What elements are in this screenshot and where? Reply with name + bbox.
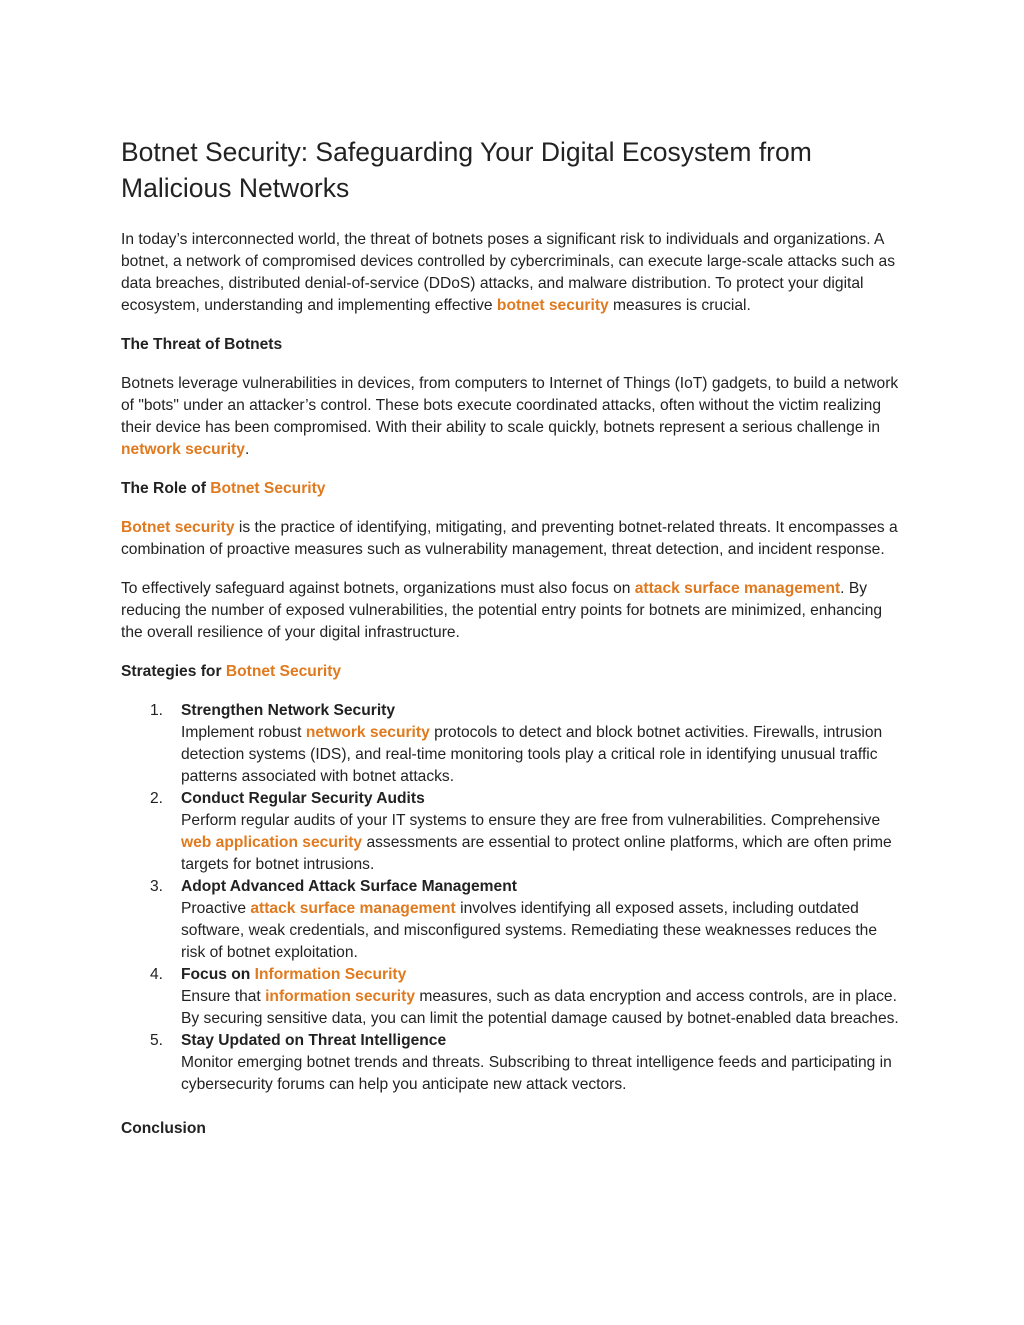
- threat-text: Botnets leverage vulnerabilities in devices, from computers to Internet of Things (IoT) gadgets, to build a network of "bots" under an attacker’s control. These bots execute coordinated attacks, often without the victim realizing their device has been compromised. With their ability to scale quickly, botnets represent a serious challenge in: [121, 375, 899, 436]
- list-item-text: Monitor emerging botnet trends and threats. Subscribing to threat intelligence feeds and participating in cybersecurity forums can help you anticipate new attack vectors.: [181, 1054, 892, 1093]
- network-security-link[interactable]: network security: [305, 724, 430, 741]
- list-item-text: Proactive: [181, 900, 251, 917]
- list-item-text-end: measures, such as data encryption and access controls, are in place. By securing sensitive data, you can limit the potential damage caused by botnet-enabled data breaches.: [181, 988, 899, 1027]
- strategies-list: [121, 700, 905, 1096]
- list-number: 5.: [150, 1032, 164, 1049]
- role-heading-prefix: The Role of: [121, 480, 211, 497]
- document-page: [121, 134, 905, 1157]
- list-item-text: Ensure that: [181, 988, 266, 1005]
- intro-text: In today’s interconnected world, the threat of botnets poses a significant risk to individuals and organizations. A botnet, a network of compromised devices controlled by cybercriminals, can execute large-scale attacks such as data breaches, distributed denial-of-service (DDoS) attacks, and malware distribution. To protect your digital ecosystem, understanding and implementing effective: [121, 231, 895, 314]
- list-item-title: Stay Updated on Threat Intelligence: [181, 1032, 447, 1049]
- role-heading-link[interactable]: Botnet Security: [210, 480, 326, 497]
- list-item: [121, 700, 905, 788]
- list-item-text: Perform regular audits of your IT systems to ensure they are free from vulnerabilities. Comprehensive: [181, 812, 881, 829]
- list-item: [121, 876, 905, 964]
- list-item-text: Implement robust: [181, 724, 306, 741]
- list-number: 1.: [150, 702, 164, 719]
- list-number: 3.: [150, 878, 164, 895]
- threat-heading: The Threat of Botnets: [121, 336, 283, 353]
- page-title: Botnet Security: Safeguarding Your Digital Ecosystem from Malicious Networks: [121, 137, 812, 203]
- strategies-heading-prefix: Strategies for: [121, 663, 226, 680]
- botnet-security-definition-link[interactable]: Botnet security: [121, 519, 235, 536]
- role-paragraph-1: [121, 517, 905, 561]
- web-application-security-link[interactable]: web application security: [181, 834, 363, 851]
- information-security-link[interactable]: information security: [265, 988, 415, 1005]
- strategies-heading-link[interactable]: Botnet Security: [225, 663, 342, 680]
- list-item-title: Focus on: [181, 966, 255, 983]
- intro-paragraph: [121, 229, 905, 317]
- role-heading: [121, 478, 905, 500]
- role-p2-text: To effectively safeguard against botnets, organizations must also focus on: [121, 580, 635, 597]
- list-item-title: Strengthen Network Security: [181, 702, 396, 719]
- list-number: 2.: [150, 790, 164, 807]
- attack-surface-management-link[interactable]: attack surface management: [634, 580, 841, 597]
- threat-paragraph: [121, 373, 905, 461]
- list-item-text-end: protocols to detect and block botnet activities. Firewalls, intrusion detection systems (IDS), and real-time monitoring tools play a critical role in identifying unusual traffic patterns associated with botnet attacks.: [181, 724, 883, 785]
- list-item-title: Conduct Regular Security Audits: [181, 790, 425, 807]
- botnet-security-link[interactable]: botnet security: [496, 297, 609, 314]
- network-security-link[interactable]: network security: [121, 441, 245, 458]
- list-item: [121, 788, 905, 876]
- conclusion-heading: Conclusion: [121, 1120, 206, 1137]
- list-item: [121, 1030, 905, 1096]
- strategies-heading: [121, 661, 905, 683]
- list-number: 4.: [150, 966, 164, 983]
- intro-text-end: measures is crucial.: [608, 297, 751, 314]
- role-p1-text: is the practice of identifying, mitigating, and preventing botnet-related threats. It encompasses a combination of proactive measures such as vulnerability management, threat detection, and incident response.: [121, 519, 898, 558]
- list-item: [121, 964, 905, 1030]
- attack-surface-management-link[interactable]: attack surface management: [250, 900, 456, 917]
- information-security-title-link[interactable]: Information Security: [254, 966, 407, 983]
- threat-text-end: .: [244, 441, 250, 458]
- list-item-text-end: assessments are essential to protect online platforms, which are often prime targets for botnet intrusions.: [181, 834, 892, 873]
- list-item-title: Adopt Advanced Attack Surface Management: [181, 878, 517, 895]
- role-paragraph-2: [121, 578, 905, 644]
- list-item-text-end: involves identifying all exposed assets, including outdated software, weak credentials, and misconfigured systems. Remediating these weaknesses reduces the risk of botnet exploitation.: [181, 900, 878, 961]
- role-p2-text-end: . By reducing the number of exposed vulnerabilities, the potential entry points for botnets are minimized, enhancing the overall resilience of your digital infrastructure.: [121, 580, 883, 641]
